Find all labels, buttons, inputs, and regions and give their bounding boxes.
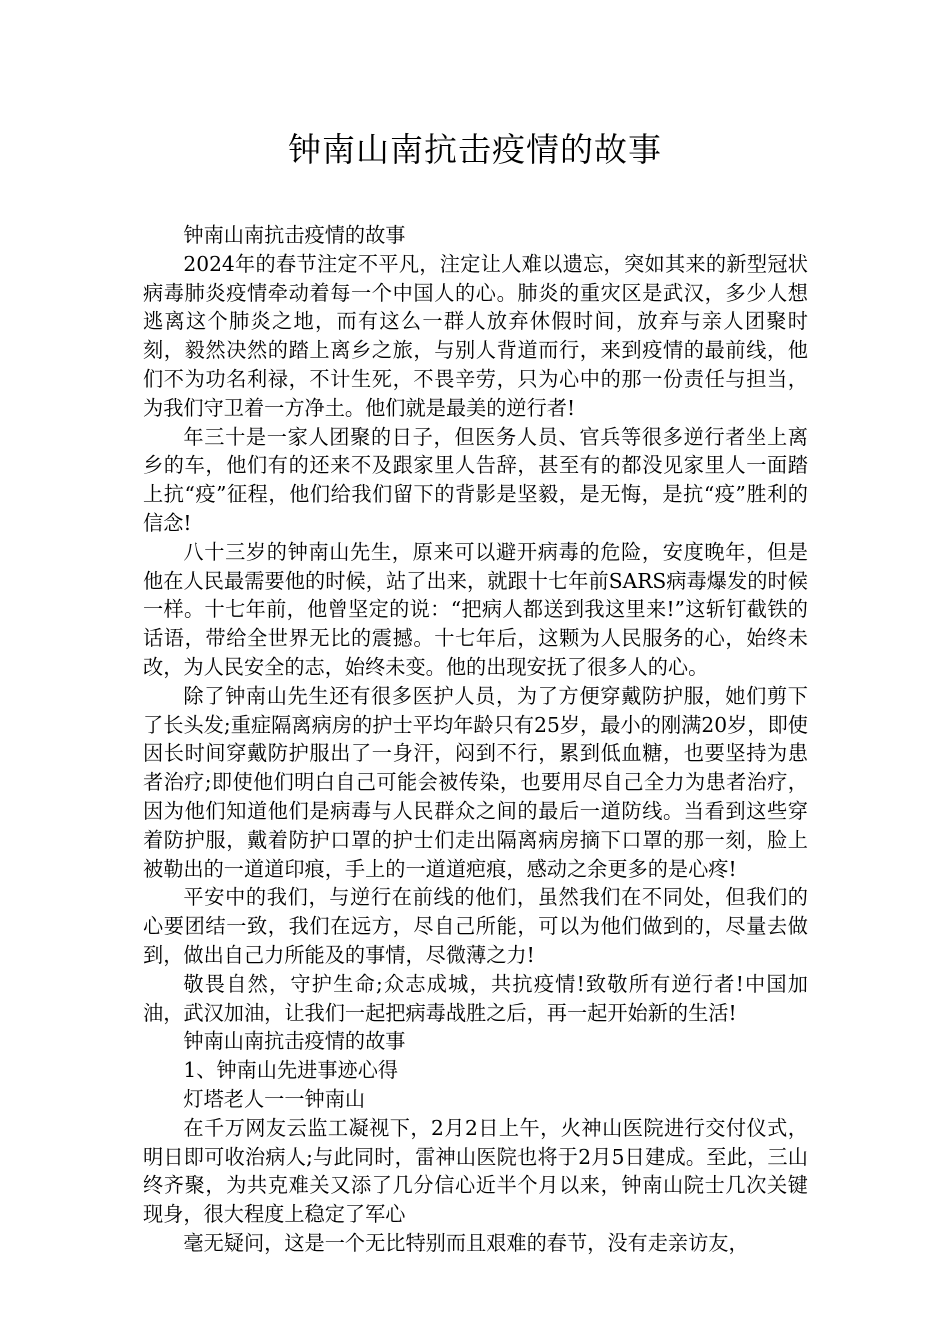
paragraph: 平安中的我们，与逆行在前线的他们，虽然我们在不同处，但我们的心要团结一致，我们在远方，尽自己所能，可以为他们做到的，尽量去做到，做出自己力所能及的事情，尽微薄之力! bbox=[143, 885, 808, 967]
paragraph: 八十三岁的钟南山先生，原来可以避开病毒的危险，安度晚年，但是他在人民最需要他的时候，站了出来，就跟十七年前SARS病毒爆发的时候一样。十七年前，他曾坚定的说：“把病人都送到我这里来!”这斩钉截铁的话语，带给全世界无比的震撼。十七年后，这颗为人民服务的心，始终未改，为人民安全的志，始终未变。他的出现安抚了很多人的心。 bbox=[143, 539, 808, 679]
paragraph: 年三十是一家人团聚的日子，但医务人员、官兵等很多逆行者坐上离乡的车，他们有的还来不及跟家里人告辞，甚至有的都没见家里人一面踏上抗“疫”征程，他们给我们留下的背影是坚毅，是无悔，是抗“疫”胜利的信念! bbox=[143, 424, 808, 535]
section-heading: 1、钟南山先进事迹心得 bbox=[183, 1058, 399, 1083]
paragraph: 2024年的春节注定不平凡，注定让人难以遗忘，突如其来的新型冠状病毒肺炎疫情牵动着每一个中国人的心。肺炎的重灾区是武汉，多少人想逃离这个肺炎之地，而有这么一群人放弃休假时间，放弃与亲人团聚时刻，毅然决然的踏上离乡之旅，与别人背道而行，来到疫情的最前线，他们不为功名利禄，不计生死，不畏辛劳，只为心中的那一份责任与担当，为我们守卫着一方净土。他们就是最美的逆行者! bbox=[143, 251, 808, 420]
paragraph: 在千万网友云监工凝视下，2月2日上午，火神山医院进行交付仪式，明日即可收治病人;与此同时，雷神山医院也将于2月5日建成。至此，三山终齐聚，为共克难关又添了几分信心近半个月以来，钟南山院士几次关键现身，很大程度上稳定了军心 bbox=[143, 1115, 808, 1227]
paragraph: 毫无疑问，这是一个无比特别而且艰难的春节，没有走亲访友， bbox=[183, 1230, 749, 1255]
paragraph: 除了钟南山先生还有很多医护人员，为了方便穿戴防护服，她们剪下了长头发;重症隔离病房的护士平均年龄只有25岁，最小的刚满20岁，即使因长时间穿戴防护服出了一身汗，闷到不行，累到低血糖，也要坚持为患者治疗;即使他们明白自己可能会被传染，也要用尽自己全力为患者治疗，因为他们知道他们是病毒与人民群众之间的最后一道防线。当看到这些穿着防护服，戴着防护口罩的护士们走出隔离病房摘下口罩的那一刻，脸上被勒出的一道道印痕，手上的一道道疤痕，感动之余更多的是心疼! bbox=[143, 683, 808, 881]
paragraph: 敬畏自然，守护生命;众志成城，共抗疫情!致敬所有逆行者!中国加油，武汉加油，让我们一起把病毒战胜之后，再一起开始新的生活! bbox=[143, 971, 808, 1025]
section-heading: 灯塔老人一一钟南山 bbox=[183, 1086, 366, 1111]
paragraph: 钟南山南抗击疫情的故事 bbox=[183, 223, 406, 247]
document-title: 钟南山南抗击疫情的故事 bbox=[288, 130, 662, 169]
section-heading: 钟南山南抗击疫情的故事 bbox=[183, 1029, 406, 1054]
document-body bbox=[143, 221, 808, 1258]
